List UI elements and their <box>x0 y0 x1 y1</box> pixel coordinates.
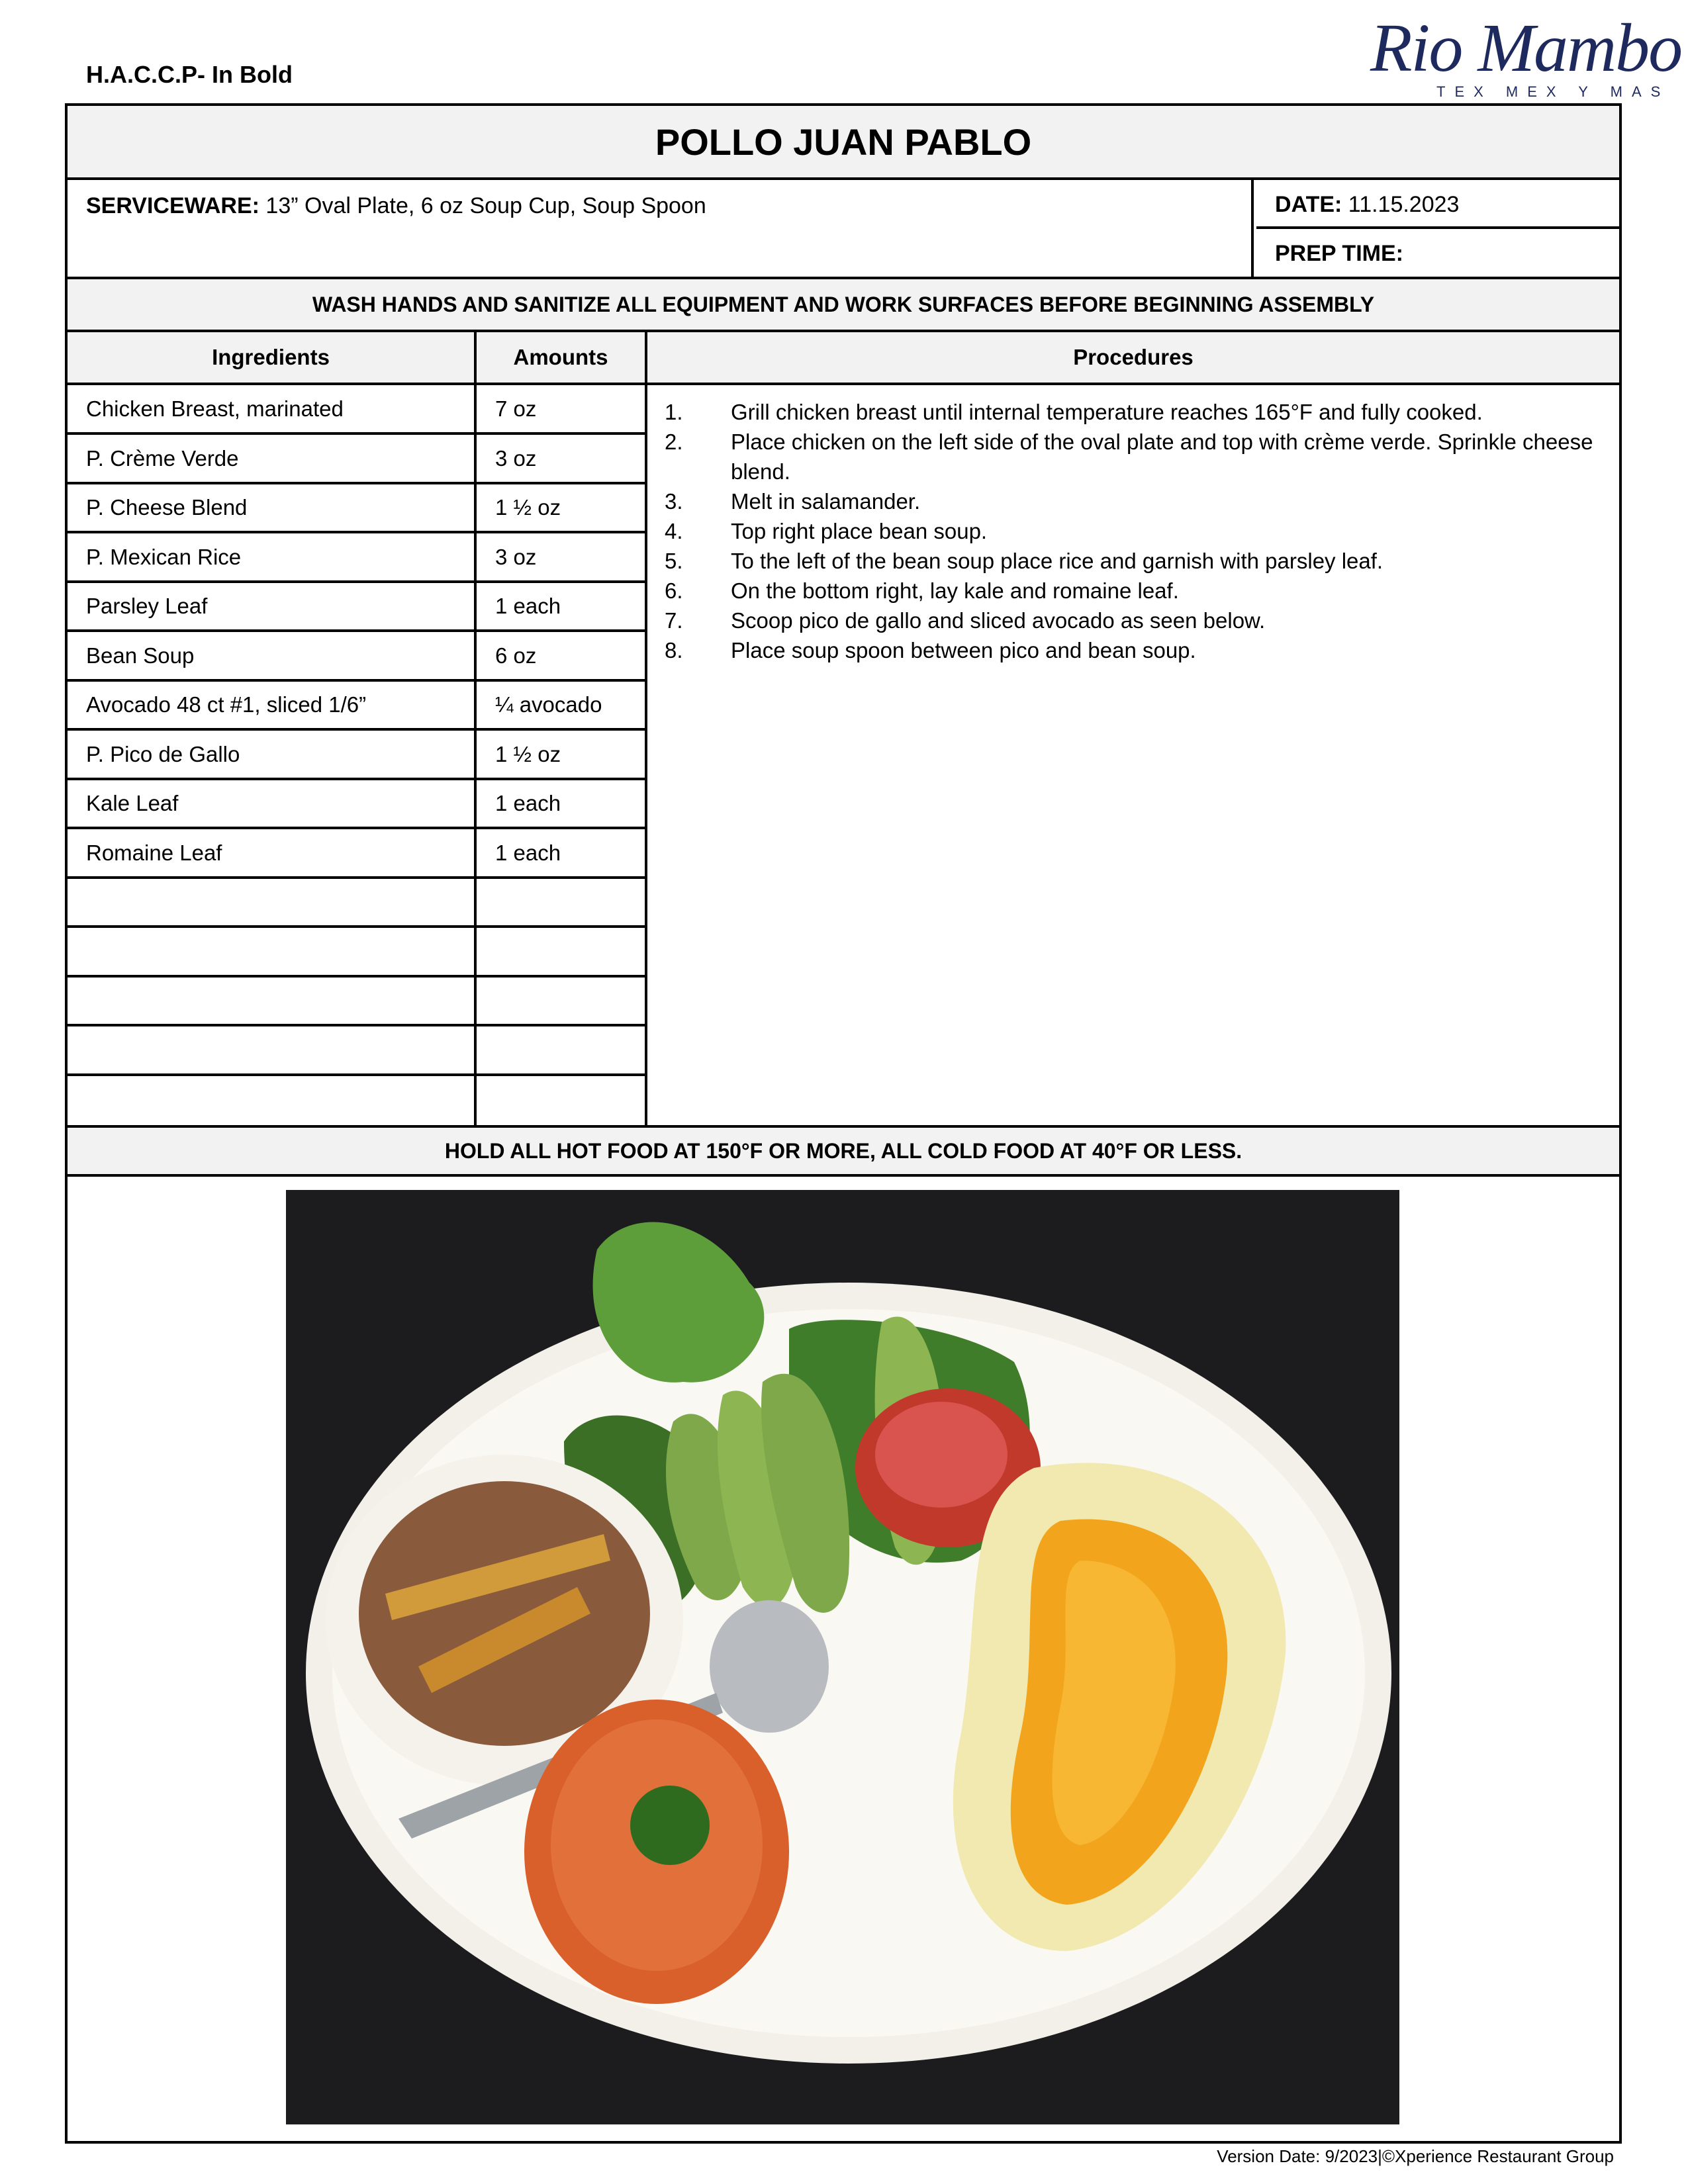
table-header-row <box>68 332 1619 385</box>
ingredient-cell <box>68 878 474 928</box>
ingredients-column <box>68 385 477 1125</box>
ingredient-cell: Bean Soup <box>68 632 474 682</box>
procedure-step <box>665 576 1602 606</box>
procedure-step-text: Place chicken on the left side of the oval plate and top with crème verde. Sprinkle cheese blend. <box>731 430 1593 484</box>
amounts-header: Amounts <box>477 332 647 383</box>
ingredient-cell: Parsley Leaf <box>68 582 474 632</box>
ingredient-cell: Avocado 48 ct #1, sliced 1/6” <box>68 681 474 731</box>
procedure-step-text: To the left of the bean soup place rice and garnish with parsley leaf. <box>731 549 1383 573</box>
ingredient-cell: P. Crème Verde <box>68 435 474 484</box>
ingredient-cell <box>68 928 474 978</box>
recipe-card <box>65 103 1622 2144</box>
amount-cell: 1 each <box>477 780 645 829</box>
amount-cell <box>477 1026 645 1076</box>
date-label: DATE: <box>1275 192 1342 217</box>
amount-cell: ¼ avocado <box>477 681 645 731</box>
ingredient-cell: Kale Leaf <box>68 780 474 829</box>
haccp-note: H.A.C.C.P- In Bold <box>86 61 293 88</box>
amount-cell: 1 ½ oz <box>477 484 645 533</box>
procedure-step-number: 3. <box>665 489 683 514</box>
amount-cell: 7 oz <box>477 385 645 435</box>
serviceware-value: 13” Oval Plate, 6 oz Soup Cup, Soup Spoon <box>259 193 706 218</box>
date-value: 11.15.2023 <box>1342 192 1460 217</box>
serviceware-label: SERVICEWARE: <box>86 193 259 218</box>
recipe-table <box>68 385 1619 1128</box>
ingredient-cell: P. Mexican Rice <box>68 533 474 583</box>
procedure-step-text: Place soup spoon between pico and bean soup. <box>731 638 1196 662</box>
ingredient-cell: P. Pico de Gallo <box>68 731 474 780</box>
amount-cell: 1 each <box>477 829 645 879</box>
amount-cell: 3 oz <box>477 533 645 583</box>
plated-dish-photo <box>286 1190 1399 2124</box>
serviceware-cell <box>68 180 1254 277</box>
procedure-step-text: Melt in salamander. <box>731 489 921 514</box>
ingredients-header: Ingredients <box>68 332 477 383</box>
procedures-header: Procedures <box>1073 345 1194 369</box>
ingredient-cell: Romaine Leaf <box>68 829 474 879</box>
amount-cell: 6 oz <box>477 632 645 682</box>
procedure-step-number: 7. <box>665 608 683 633</box>
procedure-step <box>665 516 1602 546</box>
procedure-step <box>665 635 1602 665</box>
date-cell <box>1256 180 1619 229</box>
logo-tagline: TEX MEX Y MAS <box>1436 83 1670 100</box>
procedure-step-number: 6. <box>665 578 683 603</box>
procedure-step-text: Scoop pico de gallo and sliced avocado as seen below. <box>731 608 1266 633</box>
hold-temperature-notice: HOLD ALL HOT FOOD AT 150°F OR MORE, ALL COLD FOOD AT 40°F OR LESS. <box>68 1128 1619 1177</box>
procedure-step-text: Top right place bean soup. <box>731 519 988 543</box>
amount-cell <box>477 1075 645 1125</box>
procedure-step-number: 4. <box>665 519 683 543</box>
procedures-list <box>647 385 1619 1125</box>
ingredient-cell <box>68 1075 474 1125</box>
amount-cell: 1 ½ oz <box>477 731 645 780</box>
procedure-step <box>665 606 1602 635</box>
procedure-step-number: 5. <box>665 549 683 573</box>
amount-cell: 1 each <box>477 582 645 632</box>
amounts-column <box>477 385 647 1125</box>
procedure-step-number: 8. <box>665 638 683 662</box>
procedure-step-number: 2. <box>665 430 683 454</box>
procedure-step <box>665 546 1602 576</box>
procedure-step-text: Grill chicken breast until internal temperature reaches 165°F and fully cooked. <box>731 400 1483 424</box>
ingredient-cell <box>68 977 474 1026</box>
amount-cell <box>477 928 645 978</box>
prep-time-cell: PREP TIME: <box>1275 241 1403 266</box>
rio-mambo-logo <box>1370 10 1682 100</box>
amount-cell: 3 oz <box>477 435 645 484</box>
ingredient-cell: Chicken Breast, marinated <box>68 385 474 435</box>
procedure-step <box>665 427 1602 486</box>
serviceware-row <box>68 180 1619 279</box>
recipe-title: POLLO JUAN PABLO <box>68 106 1619 180</box>
amount-cell <box>477 878 645 928</box>
ingredient-cell <box>68 1026 474 1076</box>
procedure-step <box>665 397 1602 427</box>
procedure-step <box>665 486 1602 516</box>
ingredient-cell: P. Cheese Blend <box>68 484 474 533</box>
procedure-step-text: On the bottom right, lay kale and romaine leaf. <box>731 578 1179 603</box>
wash-hands-notice: WASH HANDS AND SANITIZE ALL EQUIPMENT AND WORK SURFACES BEFORE BEGINNING ASSEMBLY <box>68 279 1619 332</box>
logo-wordmark: Rio Mambo <box>1370 10 1682 86</box>
version-footer: Version Date: 9/2023|©Xperience Restaurant Group <box>1217 2146 1614 2166</box>
amount-cell <box>477 977 645 1026</box>
procedure-step-number: 1. <box>665 400 683 424</box>
